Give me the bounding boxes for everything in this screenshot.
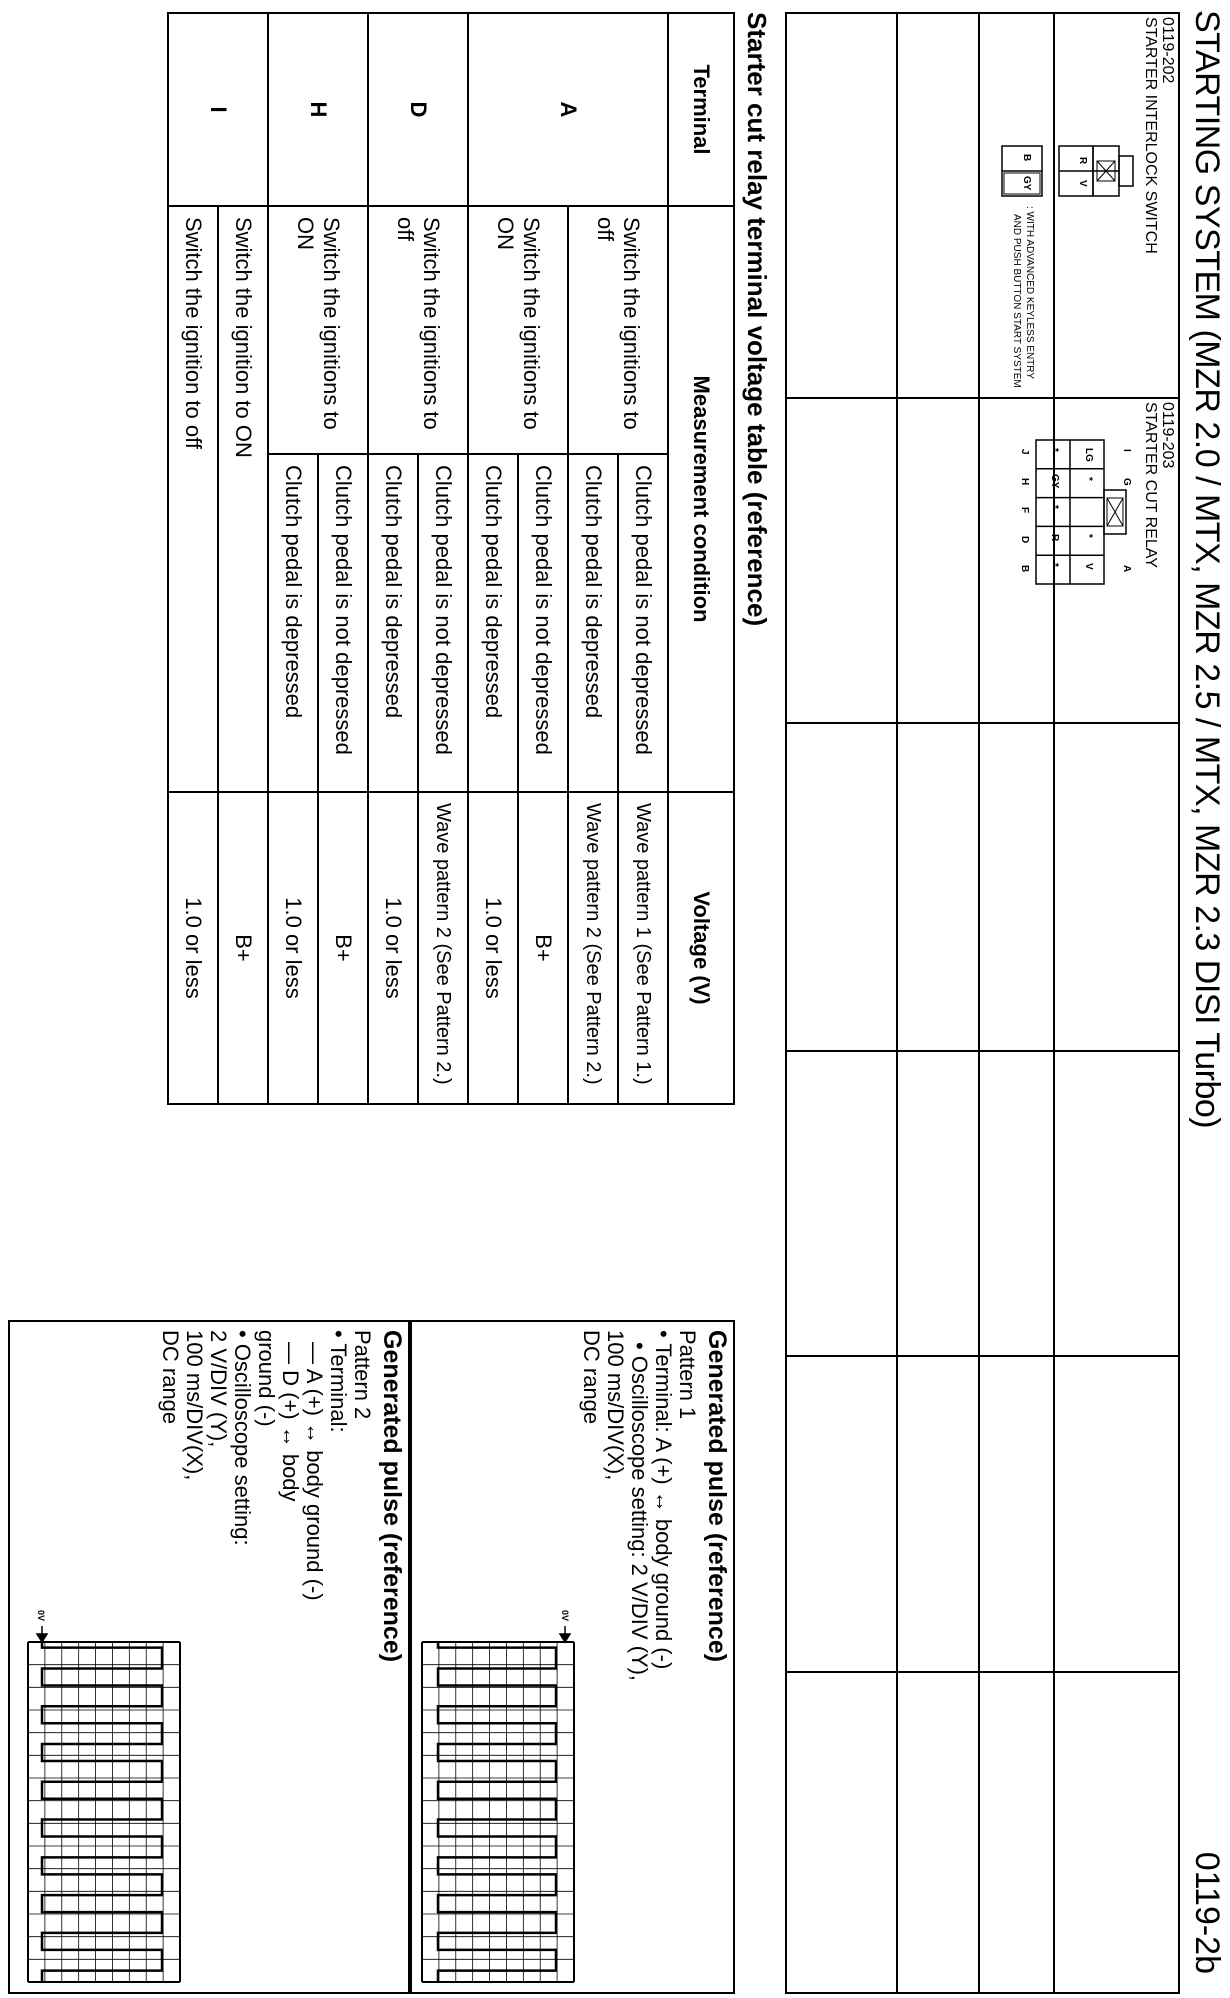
clutch-cell: Clutch pedal is depressed: [368, 454, 418, 792]
pulse-line: • Terminal:: [326, 1330, 351, 1433]
clutch-cell: Clutch pedal is not depressed: [618, 454, 668, 792]
connector-note: : WITH ADVANCED KEYLESS ENTRY: [1024, 206, 1035, 380]
pin-label: V: [1077, 180, 1088, 187]
switch-cell: Switch the ignitions to ON: [468, 206, 568, 454]
pin-wire: *: [1049, 505, 1060, 509]
voltage-cell: Wave pattern 2 (See Pattern 2.): [568, 792, 618, 1104]
waveform-trace: [42, 1642, 162, 1982]
terminal-cell: D: [368, 13, 468, 206]
pulse-line: • Oscilloscope setting: 2 V/DIV (Y),: [627, 1342, 652, 1682]
table-header-row: [668, 13, 734, 1104]
voltage-table: [167, 12, 735, 1105]
voltage-cell: B+: [518, 792, 568, 1104]
switch-cell: Switch the ignitions to off: [568, 206, 668, 454]
pulse-line: Pattern 2: [350, 1330, 375, 1420]
pin-letter: H: [1019, 478, 1030, 486]
table-row: [218, 13, 268, 1104]
pulse-title: Generated pulse (reference): [378, 1330, 406, 1663]
pulse-line: DC range: [158, 1330, 183, 1425]
zero-arrow: [37, 1626, 47, 1642]
pin-letter: A: [1121, 565, 1132, 573]
clutch-cell: Clutch pedal is not depressed: [318, 454, 368, 792]
header-condition: Measurement condition: [668, 206, 734, 792]
header-voltage: Voltage (V): [668, 792, 734, 1104]
clutch-cell: Clutch pedal is not depressed: [418, 454, 468, 792]
connector-code: 0119-202: [1159, 17, 1176, 84]
pulse-line: 100 ms/DIV(X),: [603, 1330, 628, 1481]
table-title: Starter cut relay terminal voltage table (reference): [742, 12, 772, 627]
pulse-line: ground (-): [254, 1330, 279, 1427]
switch-cell: Switch the ignition to off: [168, 206, 218, 792]
terminal-cell: A: [468, 13, 668, 206]
table-row: [618, 13, 668, 1104]
pulse-line: • Oscilloscope setting:: [230, 1330, 255, 1546]
voltage-cell: B+: [318, 792, 368, 1104]
voltage-cell: Wave pattern 2 (See Pattern 2.): [418, 792, 468, 1104]
scope-grid: [422, 1642, 574, 1982]
pulse-title: Generated pulse (reference): [703, 1330, 731, 1663]
pin-wire: *: [1049, 563, 1060, 567]
header-terminal: Terminal: [668, 13, 734, 206]
clutch-cell: Clutch pedal is not depressed: [518, 454, 568, 792]
pin-letter: G: [1121, 478, 1132, 486]
pulse-line: • Terminal: A (+) ↔ body ground (-): [651, 1330, 676, 1670]
pulse-pattern-1: [410, 1320, 735, 1994]
pin-wire: *: [1083, 477, 1094, 481]
connector-name: STARTER CUT RELAY: [1142, 402, 1159, 568]
connector-code: 0119-203: [1159, 402, 1176, 469]
switch-cell: Switch the ignition to ON: [218, 206, 268, 792]
pin-letter: J: [1019, 449, 1030, 455]
scope-grid: [28, 1642, 180, 1982]
relay-connector-diagram: [1014, 432, 1134, 592]
waveform-scope-2: [19, 1626, 184, 1988]
terminal-cell: I: [168, 13, 268, 206]
pin-wire: *: [1049, 448, 1060, 452]
zero-volt-label: 0V: [560, 1610, 570, 1622]
voltage-cell: 1.0 or less: [168, 792, 218, 1104]
pulse-pattern-2: [8, 1320, 410, 1994]
clutch-cell: Clutch pedal is depressed: [268, 454, 318, 792]
pin-label: R: [1077, 157, 1088, 165]
waveform-scope-1: [418, 1626, 578, 1988]
voltage-cell: Wave pattern 1 (See Pattern 1.): [618, 792, 668, 1104]
pin-letter: D: [1019, 536, 1030, 544]
page-title: STARTING SYSTEM (MZR 2.0 / MTX, MZR 2.5 / MTX, MZR 2.3 DISI Turbo): [1188, 10, 1226, 1129]
pulse-line: — D (+) ↔ body: [278, 1342, 303, 1502]
pin-letter: F: [1019, 507, 1030, 514]
zero-volt-label: 0V: [36, 1610, 46, 1622]
voltage-cell: B+: [218, 792, 268, 1104]
voltage-cell: 1.0 or less: [368, 792, 418, 1104]
pin-wire: GY: [1049, 474, 1060, 489]
pulse-line: 100 ms/DIV(X),: [182, 1330, 207, 1481]
pin-wire: *: [1083, 534, 1094, 538]
pin-letter: B: [1019, 565, 1030, 573]
clutch-cell: Clutch pedal is depressed: [468, 454, 518, 792]
pulse-line: Pattern 1: [675, 1330, 700, 1420]
switch-cell: Switch the ignitions to off: [368, 206, 468, 454]
pin-letter: I: [1121, 449, 1132, 452]
voltage-cell: 1.0 or less: [268, 792, 318, 1104]
wiring-grid: [785, 12, 1180, 1994]
terminal-cell: H: [268, 13, 368, 206]
pin-wire: V: [1083, 563, 1094, 570]
table-row: [318, 13, 368, 1104]
pulse-line: 2 V/DIV (Y),: [206, 1330, 231, 1448]
clutch-cell: Clutch pedal is depressed: [568, 454, 618, 792]
pulse-line: DC range: [579, 1330, 604, 1425]
connector-name: STARTER INTERLOCK SWITCH: [1142, 17, 1159, 254]
pulse-line: — A (+) ↔ body ground (-): [302, 1342, 327, 1601]
switch-cell: Switch the ignitions to ON: [268, 206, 368, 454]
zero-arrow: [560, 1626, 570, 1642]
page-code: 0119-2b: [1188, 1851, 1226, 1974]
pin-wire: LG: [1083, 448, 1094, 462]
pin-label: GY: [1021, 176, 1032, 191]
interlock-connector-b-diagram: [992, 136, 1044, 206]
table-row: [418, 13, 468, 1104]
voltage-cell: 1.0 or less: [468, 792, 518, 1104]
pin-wire: R: [1049, 534, 1060, 542]
interlock-connector-diagram: [1055, 136, 1135, 206]
connector-note: AND PUSH BUTTON START SYSTEM: [1011, 214, 1022, 388]
pin-label: B: [1021, 154, 1032, 162]
